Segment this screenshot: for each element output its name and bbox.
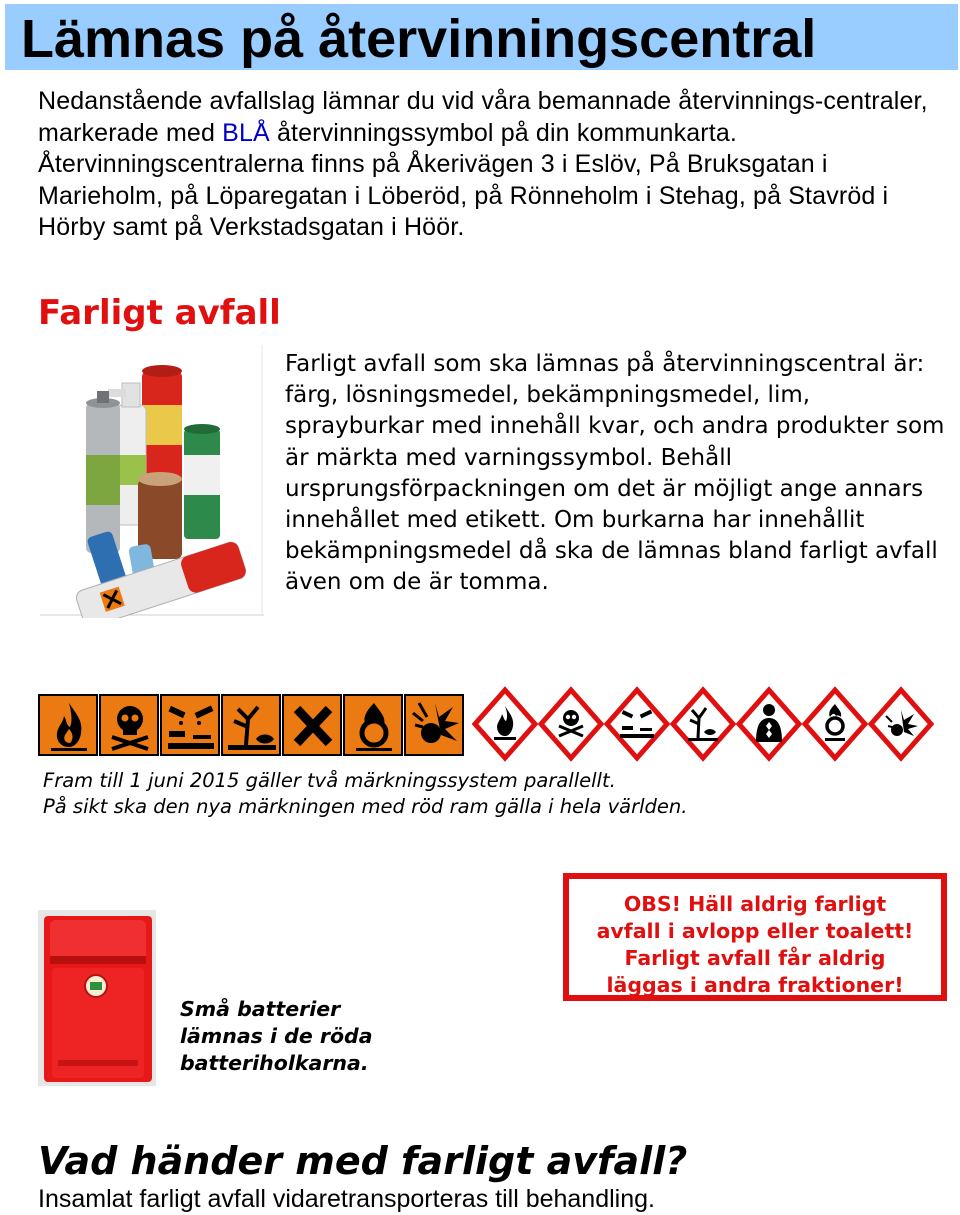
ghs-hazard-symbols xyxy=(472,686,934,762)
labeling-note xyxy=(43,768,687,820)
batteries-line-3: batteriholkarna. xyxy=(180,1051,369,1075)
old-oxidizing-icon xyxy=(343,694,403,756)
batteries-line-1: Små batterier xyxy=(180,997,341,1021)
old-explosive-icon xyxy=(404,694,464,756)
batteries-note xyxy=(180,996,373,1077)
ghs-health-hazard-icon xyxy=(736,686,802,762)
obs-warning-text xyxy=(569,891,941,999)
old-skull-icon xyxy=(99,694,159,756)
ghs-environment-icon xyxy=(670,686,736,762)
batteries-line-2: lämnas i de röda xyxy=(180,1024,373,1048)
ghs-oxidizing-icon xyxy=(802,686,868,762)
labeling-note-line-2: På sikt ska den nya märkningen med röd ram gälla i hela världen. xyxy=(43,795,688,818)
ghs-flame-icon xyxy=(472,686,538,762)
obs-line-4: läggas i andra fraktioner! xyxy=(606,973,904,997)
old-environment-icon xyxy=(221,694,281,756)
intro-text-1: Nedanstående avfallslag lämnar du vid våra bemannade återvinnings-centraler, markerade med xyxy=(38,87,928,147)
old-flame-icon xyxy=(38,694,98,756)
old-harmful-x-icon xyxy=(282,694,342,756)
intro-paragraph xyxy=(38,86,938,244)
battery-box-photo xyxy=(38,910,156,1086)
ghs-explosive-icon xyxy=(868,686,934,762)
intro-highlight-bla: BLÅ xyxy=(222,118,270,147)
title-bar xyxy=(5,4,958,70)
spray-cans-photo xyxy=(36,345,264,618)
what-happens-heading: Vad händer med farligt avfall? xyxy=(38,1139,688,1183)
hazardous-waste-description: Farligt avfall som ska lämnas på återvinningscentral är: färg, lösningsmedel, bekämpningsmedel, lim, sprayburkar med innehåll kvar, och andra produkter som är märkta med varningssymbol. Behåll ursprungsförpackningen om det är möjligt ange annars innehållet med etikett. Om burkarna har innehållit bekämpningsmedel då ska de lämnas bland farligt avfall även om de är tomma. xyxy=(285,351,945,596)
what-happens-text: Insamlat farligt avfall vidaretransporteras till behandling. xyxy=(38,1185,655,1213)
labeling-note-line-1: Fram till 1 juni 2015 gäller två märkningssystem parallellt. xyxy=(43,769,616,792)
page-title: Lämnas på återvinningscentral xyxy=(21,9,817,69)
ghs-corrosive-icon xyxy=(604,686,670,762)
obs-line-2: avfall i avlopp eller toalett! xyxy=(596,919,914,943)
obs-line-1: OBS! Häll aldrig farligt xyxy=(623,892,887,916)
obs-warning-box xyxy=(563,873,947,1001)
ghs-skull-icon xyxy=(538,686,604,762)
section-heading-farligt-avfall: Farligt avfall xyxy=(38,293,281,333)
old-hazard-symbols xyxy=(38,694,464,756)
obs-line-3: Farligt avfall får aldrig xyxy=(624,946,886,970)
old-corrosive-icon xyxy=(160,694,220,756)
intro-text-2: återvinningssymbol på din kommunkarta. Återvinningscentralerna finns på Åkerivägen 3 i Eslöv, På Bruksgatan i Marieholm, på Löparegatan i Löberöd, på Rönneholm i Stehag, på Stavröd i Hörby samt på Verkstadsgatan i Höör. xyxy=(38,118,889,241)
